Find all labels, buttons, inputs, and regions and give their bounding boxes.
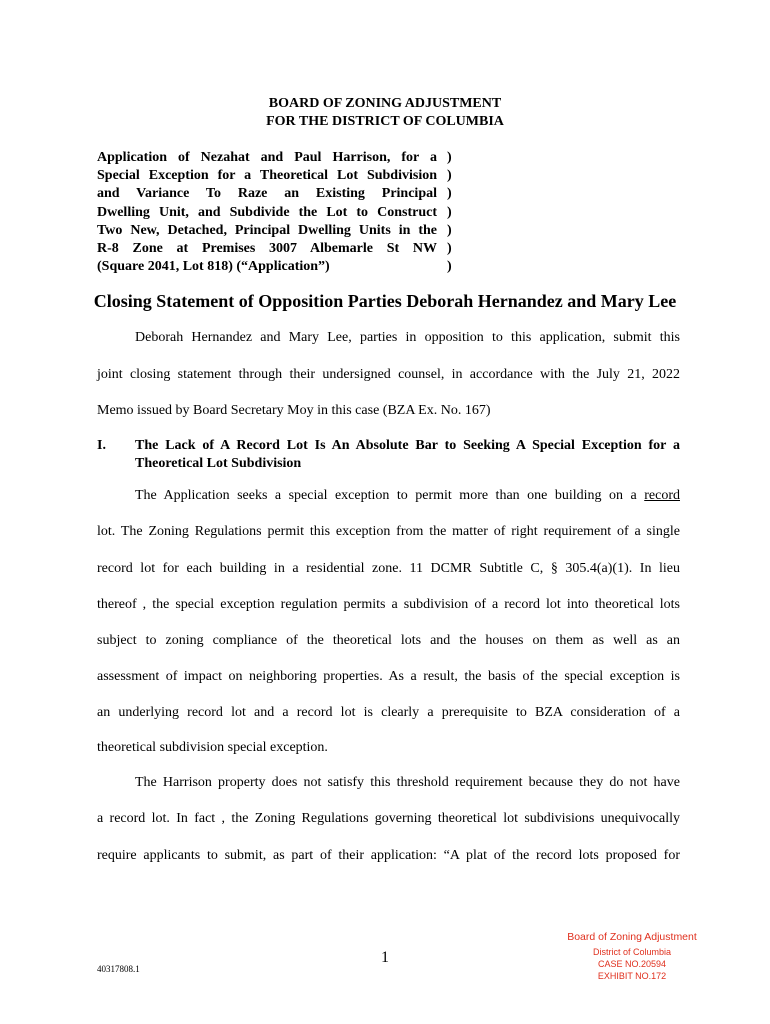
stamp-case-number: CASE NO.20594	[597, 959, 667, 969]
underlined-term: record	[644, 488, 680, 503]
paragraph-line: require applicants to submit, as part of their application: “A plat of the record lots proposed for	[97, 848, 680, 863]
paragraph-line: a record lot. In fact , the Zoning Regulations governing theoretical lot subdivisions unequivocally	[97, 811, 680, 826]
caption-brackets	[447, 149, 452, 276]
paragraph-line: an underlying record lot and a record lot is clearly a prerequisite to BZA consideration of a	[97, 705, 680, 720]
section-title	[135, 437, 680, 473]
stamp-jurisdiction: District of Columbia	[592, 947, 672, 957]
caption-line: R-8 Zone at Premises 3007 Albemarle St NW	[97, 240, 437, 256]
stamp-exhibit-number: EXHIBIT NO.172	[597, 971, 667, 981]
paragraph-line: assessment of impact on neighboring properties. As a result, the basis of the special exception is	[97, 669, 680, 684]
paragraph-line: Deborah Hernandez and Mary Lee, parties in opposition to this application, submit this	[135, 330, 680, 345]
document-id: 40317808.1	[97, 964, 140, 974]
caption-bracket: )	[447, 259, 452, 275]
statement-heading: Closing Statement of Opposition Parties Deborah Hernandez and Mary Lee	[93, 291, 677, 311]
document-title-line-1: BOARD OF ZONING ADJUSTMENT	[268, 96, 502, 111]
caption-bracket: )	[447, 168, 452, 184]
stamp-agency: Board of Zoning Adjustment	[567, 931, 697, 943]
caption-line: Dwelling Unit, and Subdivide the Lot to Construct	[97, 204, 437, 220]
caption-bracket: )	[447, 186, 452, 202]
section-title-line-2: Theoretical Lot Subdivision	[135, 456, 302, 471]
paragraph-line: record lot for each building in a residential zone. 11 DCMR Subtitle C, § 305.4(a)(1). In lieu	[97, 561, 680, 576]
document-title-line-2: FOR THE DISTRICT OF COLUMBIA	[266, 114, 504, 129]
caption-line: (Square 2041, Lot 818) (“Application”)	[97, 259, 330, 275]
caption-bracket: )	[447, 222, 452, 238]
paragraph-text: The Application seeks a special exception to permit more than one building on a	[135, 488, 637, 503]
caption-bracket: )	[447, 204, 452, 220]
caption-line: Two New, Detached, Principal Dwelling Units in the	[97, 222, 437, 238]
page-number: 1	[381, 949, 389, 966]
paragraph-line	[135, 487, 680, 505]
caption-bracket: )	[447, 150, 452, 165]
caption-bracket: )	[447, 240, 452, 256]
case-caption	[97, 149, 437, 276]
caption-line: Application of Nezahat and Paul Harrison, for a	[97, 150, 437, 165]
exhibit-stamp	[557, 930, 707, 982]
paragraph-line: thereof , the special exception regulation permits a subdivision of a record lot into theoretical lots	[97, 597, 680, 612]
caption-line: and Variance To Raze an Existing Principal	[97, 186, 437, 202]
paragraph-line: joint closing statement through their undersigned counsel, in accordance with the July 21, 2022	[97, 367, 680, 382]
paragraph-line: Memo issued by Board Secretary Moy in this case (BZA Ex. No. 167)	[97, 403, 491, 418]
paragraph-line: lot. The Zoning Regulations permit this exception from the matter of right requirement of a single	[97, 524, 680, 539]
paragraph-line: theoretical subdivision special exception.	[97, 740, 328, 755]
paragraph-line: subject to zoning compliance of the theoretical lots and the houses on them as well as an	[97, 633, 680, 648]
section-number: I.	[97, 438, 106, 453]
section-title-line-1: The Lack of A Record Lot Is An Absolute Bar to Seeking A Special Exception for a	[135, 438, 680, 453]
caption-line: Special Exception for a Theoretical Lot Subdivision	[97, 168, 437, 184]
paragraph-line: The Harrison property does not satisfy this threshold requirement because they do not have	[135, 775, 680, 790]
